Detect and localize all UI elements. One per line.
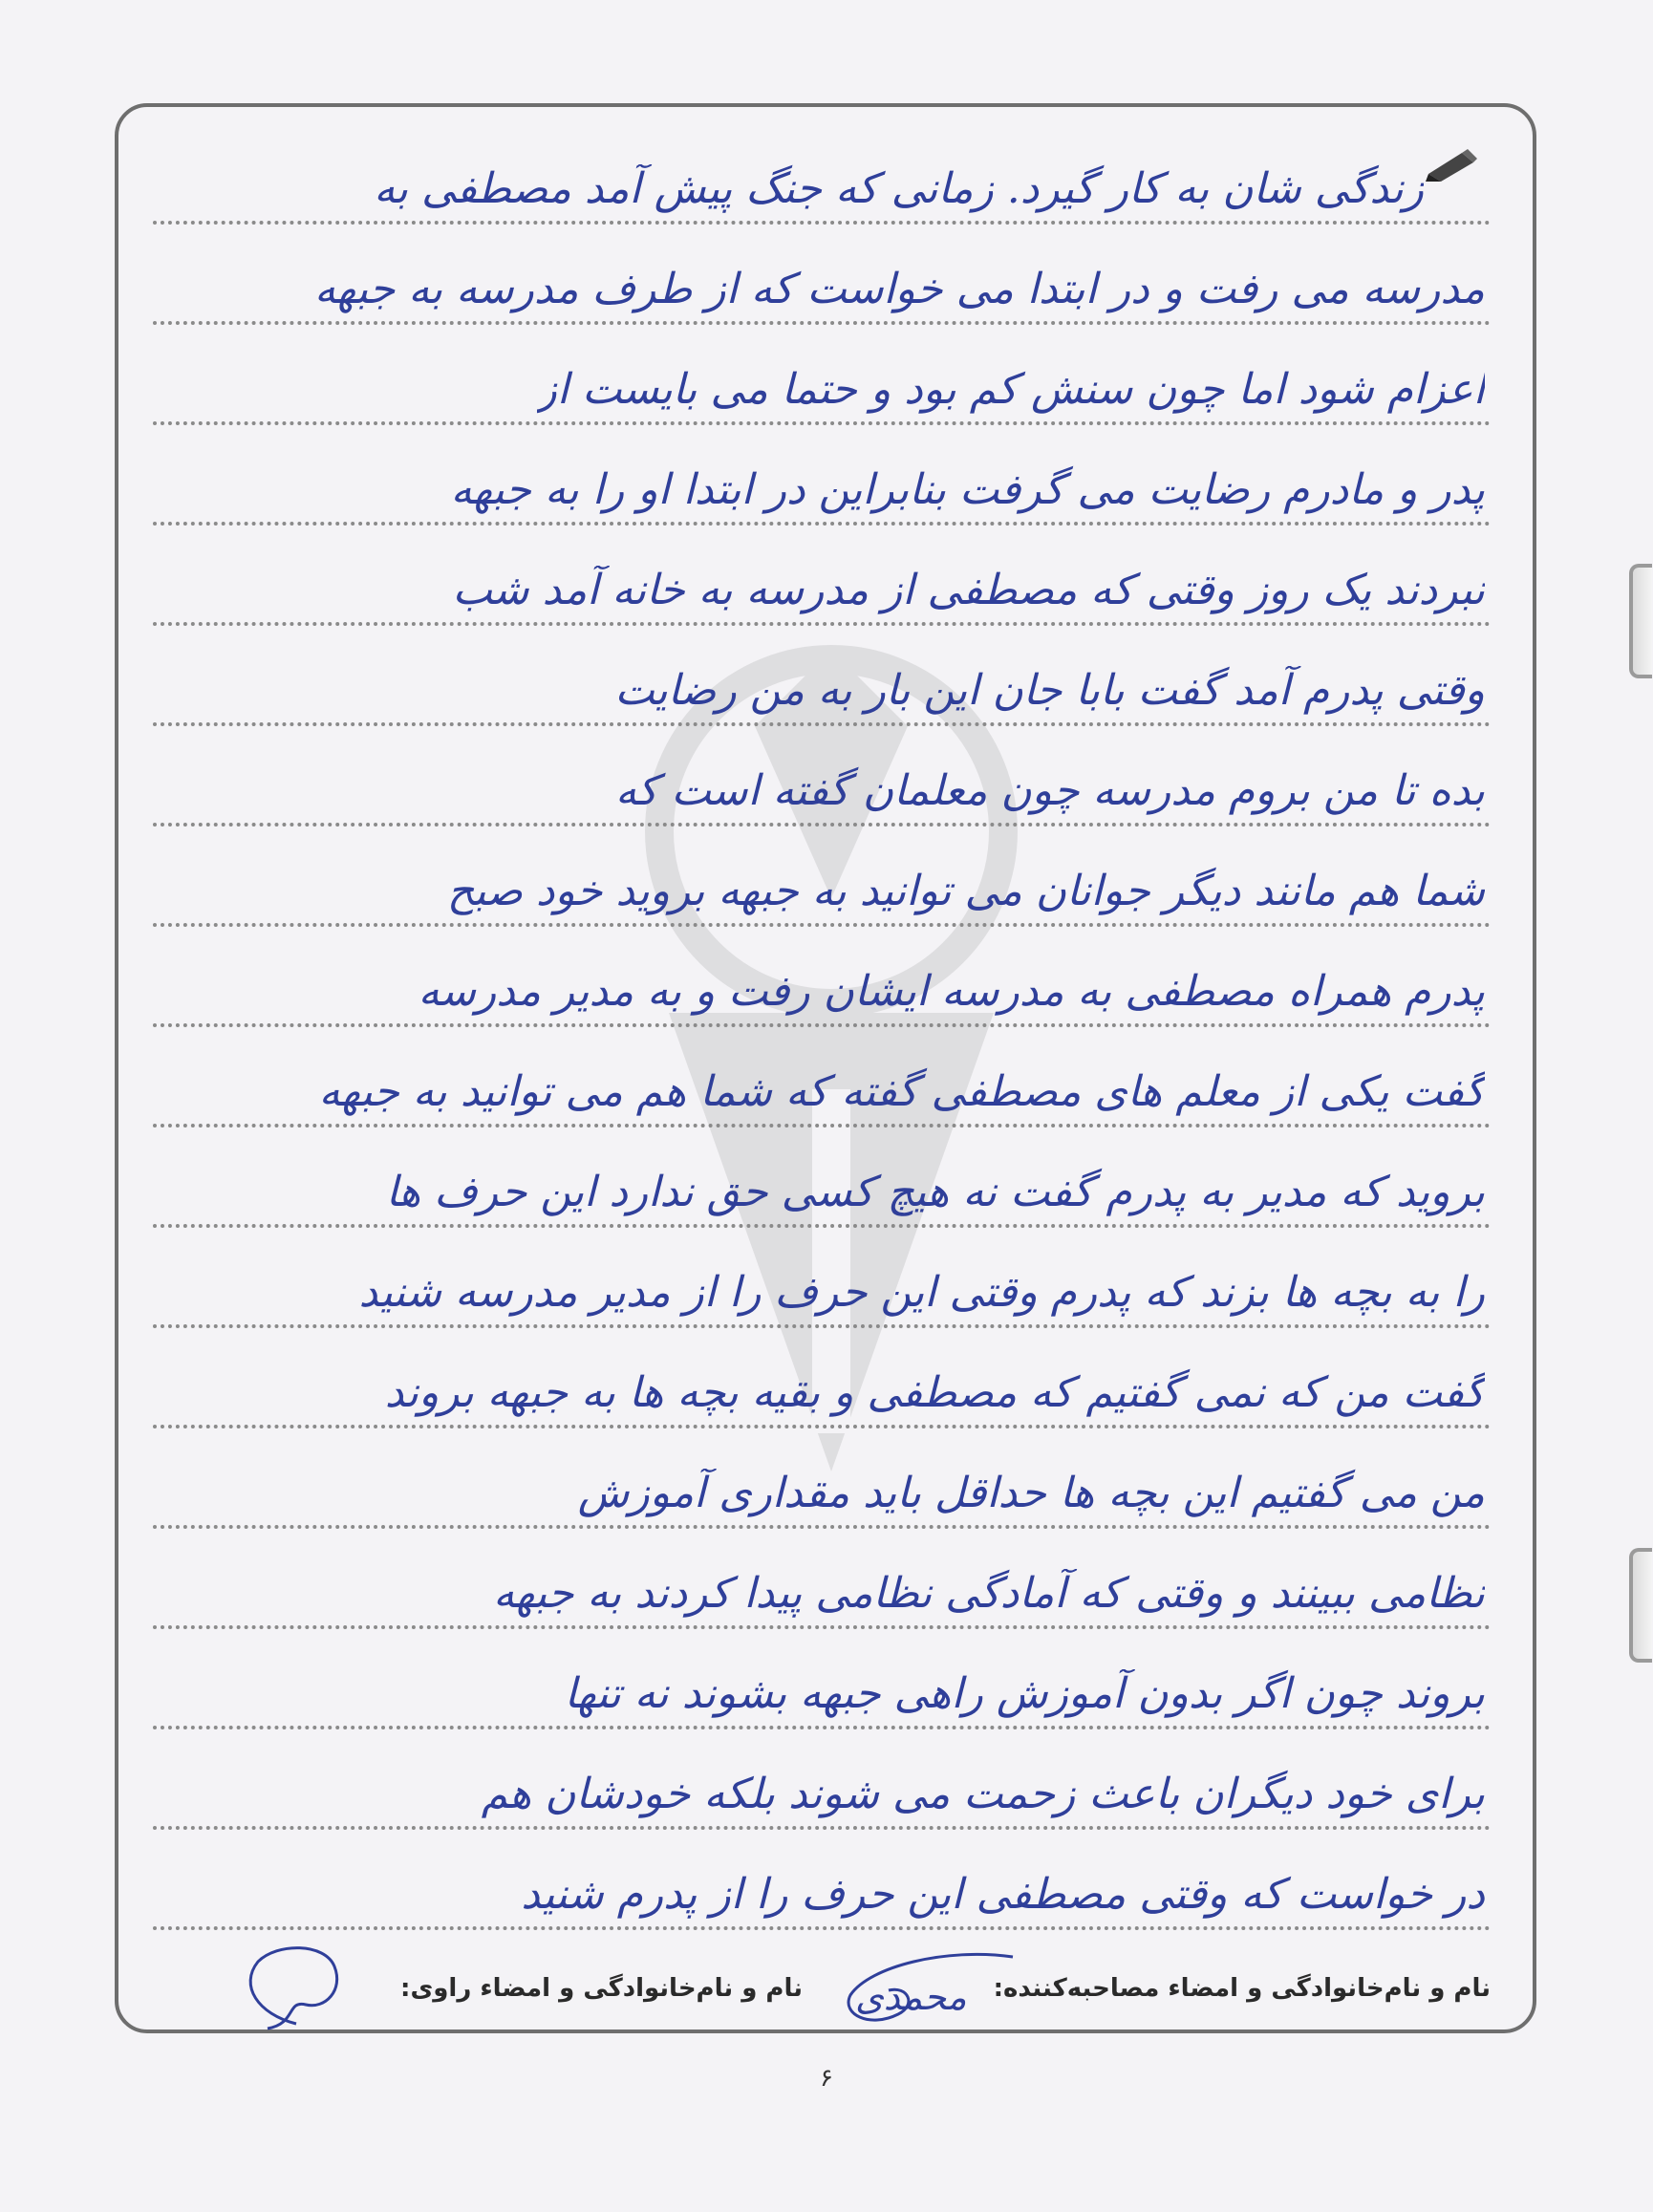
narrator-label: نام و نام‌خانوادگی و امضاء راوی:: [400, 1974, 803, 2003]
text-line: [153, 1830, 1491, 1930]
page-number: ۶: [820, 2064, 833, 2093]
line-text: پدر و مادرم رضایت می گرفت بنابراین در ابتدا او را به جبهه: [450, 465, 1485, 515]
text-line: [153, 1228, 1491, 1328]
text-line: [153, 1629, 1491, 1729]
text-line: [153, 1428, 1491, 1529]
narrator-signature: [229, 1938, 363, 2033]
interviewer-signature: محمدی: [855, 1976, 967, 2018]
line-text: برای خود دیگران باعث زحمت می شوند بلکه خودشان هم: [481, 1770, 1485, 1819]
line-text: وقتی پدرم آمد گفت بابا جان این بار به من رضایت: [614, 666, 1485, 716]
line-text: شما هم مانند دیگر جوانان می توانید به جبهه بروید خود صبح: [446, 867, 1485, 916]
text-line: [153, 526, 1491, 626]
line-text: نبردند یک روز وقتی که مصطفی از مدرسه به خانه آمد شب: [452, 566, 1485, 615]
text-line: [153, 1328, 1491, 1428]
text-line: [153, 1729, 1491, 1830]
text-line: [153, 124, 1491, 225]
line-text: را به بچه ها بزند که پدرم وقتی این حرف را از مدیر مدرسه شنید: [358, 1268, 1485, 1318]
handwritten-lines: [153, 124, 1491, 1940]
line-text: زندگی شان به کار گیرد. زمانی که جنگ پیش آمد مصطفی به: [374, 164, 1424, 214]
line-text: پدرم همراه مصطفی به مدرسه ایشان رفت و به مدیر مدرسه: [418, 967, 1485, 1017]
line-text: مدرسه می رفت و در ابتدا می خواست که از طرف مدرسه به جبهه: [313, 265, 1485, 314]
text-line: [153, 927, 1491, 1027]
line-text: در خواست که وقتی مصطفی این حرف را از پدرم شنید: [521, 1870, 1485, 1920]
binder-clip-top: [1629, 564, 1652, 678]
text-line: [153, 827, 1491, 927]
line-text: نظامی ببینند و وقتی که آمادگی نظامی پیدا کردند به جبهه: [493, 1569, 1485, 1619]
text-line: [153, 225, 1491, 325]
line-text: من می گفتیم این بچه ها حداقل باید مقداری آموزش: [577, 1469, 1485, 1518]
text-line: [153, 1027, 1491, 1127]
text-line: [153, 425, 1491, 526]
line-text: بروید که مدیر به پدرم گفت نه هیچ کسی حق ندارد این حرف ها: [385, 1168, 1485, 1217]
text-line: [153, 626, 1491, 726]
text-line: [153, 325, 1491, 425]
binder-clip-bottom: [1629, 1548, 1652, 1663]
text-line: [153, 1127, 1491, 1228]
interviewer-label: نام و نام‌خانوادگی و امضاء مصاحبه‌کننده:: [993, 1974, 1491, 2003]
text-line: [153, 1529, 1491, 1629]
line-text: اعزام شود اما چون سنش کم بود و حتما می بایست از: [536, 365, 1485, 415]
line-text: بده تا من بروم مدرسه چون معلمان گفته است که: [614, 766, 1485, 816]
line-text: گفت من که نمی گفتیم که مصطفی و بقیه بچه ها به جبهه بروند: [384, 1368, 1485, 1418]
line-text: بروند چون اگر بدون آموزش راهی جبهه بشوند نه تنها: [564, 1669, 1485, 1719]
line-text: گفت یکی از معلم های مصطفی گفته که شما هم می توانید به جبهه: [318, 1067, 1485, 1117]
text-line: [153, 726, 1491, 827]
